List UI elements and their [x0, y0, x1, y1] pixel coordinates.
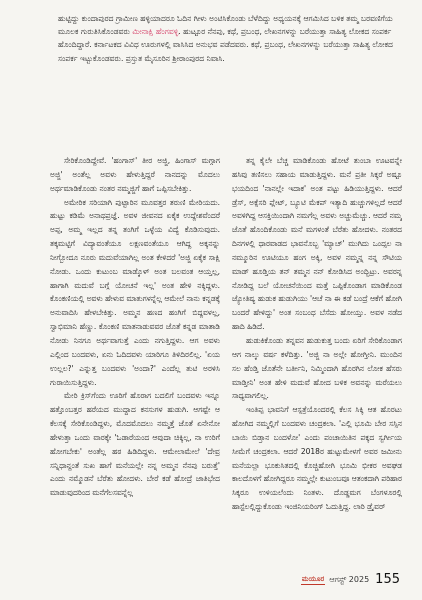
issue-date: ಆಗಸ್ಟ್ 2025	[329, 574, 370, 584]
column-right	[232, 154, 402, 566]
paragraph: ತನ್ನ ಕೈಲೇ ಬೆಚ್ಚ ಮಾಡಿಕೊಂಡು ಹೋಟೆ ತುಂಬಾ ಊಟವನ್ನೇ ಹಸಿವು ತಣಿಸಲು ಸಹಾಯ ಮಾಡುತ್ತಿದ್ದಳು. ಮನೆ ಪ್ರತೀ ಸಿಕ್ಕರೆ ಅಷ್ಟೂ ಭಯದಿಂದ 'ನಾನಲ್ಲೇ ಇದಾಕ' ಅಂತ ಪಟ್ಟು ಹಿಡಿಯುತ್ತಿದ್ದಳು. ಆದರೆ ಡ್ರೆಸ್, ಅಕ್ಸೆಸರಿ ಪ್ಲೇಟ್, ಬ್ಯೂಟಿ ಮೆಕಪ್ ಇತ್ಯಾದಿ ಹುಚ್ಚುಗಳಿಲ್ಲದೆ ಆದರೆ ಅವಳಿಗಿದ್ದ ಆಸಕ್ತಿಯಿಂದಾಗಿ ನಮಗೆಲ್ಲ ಅವಳು ಅಚ್ಚುಮೆಚ್ಚು. ಆದರೆ ನಮ್ಮ ಜೊತೆ ಹೊಂದಿಕೊಂಡು ಮನೆ ಮಗಳಂತೆ ಬೆರೆತು ಹೋದಳು. ನಂತರದ ದಿನಗಳಲ್ಲಿ ಧಾರವಾಡದ ಭಾವನೊಬ್ಬ 'ಮ್ಯಾಚ್' ಮುಗಿದು ಒಂದ್ಸಲ ನಾ ನಮ್ಮೂರಿನ ಊಟಿಯೂ ಹಂಗ ಅಕ್ಕಿ, ಅವಳ ನಮ್ಮನ್ನ ನನ್ನ ಸೌಟಿಯ ಮಾಡ್ ಹೂಡ್ತಿಯ ತನ್ ತಮ್ಮನ ನನ್ ಕೋಡಿಸಿದ ಅಂದ್ಬಿಟ್ರು. ಅವರನ್ನ ನೋಡಿದ್ದ ಬಲೆ ಯೋಚನೆಯಿಂದ ಮತ್ತೆ ಒಪ್ಪಿಕೊಂಡಾಗ ಮಾಡಿಕೊಂಡ ಜ್ಯೋತಿಷ್ಯ ಹುಡುಕ ಹುಡುಗಿಯು 'ಆಚೆ ನಾ ಈ ಕಡೆ ಬಂದ್ರೆ ಆಕೆಗೆ ಹೋಗಿ ಬಂದರೆ ಹೇಳಿದ್ದು' ಅಂತ ಸಂಬಂಧ ಬೆಸೆದು ಹೋಯ್ತು. ಅವಳ ನಡೆದ ಹಾದಿ ಹಿಡಿದೆ.	[232, 156, 402, 332]
page-number: 155	[375, 572, 400, 587]
author-name: ಮೀನಾಕ್ಷಿ ಹೆಂಗವಳ್ಳಿ	[132, 27, 179, 37]
article-body	[50, 154, 402, 566]
column-left	[50, 154, 220, 566]
magazine-logo: ಮಯೂರ	[301, 574, 325, 583]
page-footer	[301, 572, 400, 587]
author-intro	[58, 12, 398, 65]
paragraph: ಅಮೇರಿಕ ಸರಿಯಾಗಿ ಪುಟ್ಟಾರಿನ ಮೂವತ್ತರ ತರುಣಿ ಮೇರಿಯದು. ಹುಟ್ಟು ಕಡಿಮೆ ಅನಾಥಪ್ರಜ್ಞೆ. ಅವಳ ಜೀವನದ ಏಕೈಕ ಉದ್ದೇಶವೆಂದರೆ ಅಪ್ಪ, ಅಮ್ಮ ಇಲ್ಲದ ತನ್ನ ತಂಗಿಗೆ ಒಳ್ಳೆಯ ವಿದ್ಯೆ ಕೊಡಿಸುವುದು. ತಕ್ಕಮಟ್ಟಿಗೆ ವಿದ್ಯಾವಂತೆಯೂ ಲಕ್ಷಣವಂತೆಯೂ ಆಗಿದ್ದ ಅಕ್ಕನನ್ನು ನೀಗ್ಬೋದೂ ನೂರು ಮದುವೆಯಾಗಿಲ್ಲ ಅಂತ ಕೇಳಿದರೆ 'ಅಜ್ಜಿ ಏಕೈಕ ಸಾಕ್ಷಿ ನೋಡು. ಒಂದು ಕುಟುಂಬ ಮಾಡ್ಕೊಳ್ ಅಂತ ಬಲವಂತ ಆಯ್ತಲ್ಲ, ಹಾಗಾಗಿ ಮದುವೆ ಬಗ್ಗೆ ಯೋಚನೆ ಇಲ್ಲ' ಅಂತ ಹೇಳಿ ನಕ್ಕಿದ್ದಳು. ಕೊಂಕಣಿಯಲ್ಲಿ ಅವಳು ಹೇಳುವ ಮಾತುಗಳನ್ನೆಲ್ಲ ಆಮೇಲೆ ನಾನು ಕನ್ನಡಕ್ಕೆ ಅನುವಾದಿಸಿ ಹೇಳಬೇಕಿತ್ತು. ಅಮ್ಮನ ಹಣದ ಹಂಗಿಗೆ ಬಿದ್ದವಳಲ್ಲ, ಸ್ವಾಭಿಮಾನಿ ಹೆಣ್ಣು. ಕೊಂಕಣಿ ಮಾತನಾಡುವವರ ಜೊತೆ ಕನ್ನಡ ಮಾತಾಡಿ ನೋಡು ನಿನಗೂ ಅರ್ಥವಾಗುತ್ತೆ ಎಂದು ನಗುತ್ತಿದ್ದಳು. ಆಗ ಅವಳು ಎಲ್ಲಿಂದ ಬಂದವಳು, ಏನು ಓದಿದವಳು ಯಾರಿಗೂ ತಿಳಿದಿರಲಿಲ್ಲ. 'ಏಯ ಉಲ್ಲಲ?' ಎನ್ನುತ್ತ ಬಂದವಳು 'ಅಂದಾ?' ಎಂದೆಲ್ಲ ತುಟಿ ಅರಳಿಸಿ ಗುರಾಯಿಸುತ್ತಿದ್ದಳು.	[50, 197, 220, 387]
intro-text-after: . ಹುಟ್ಟೂರ ನೆನಪು, ಕಥೆ, ಪ್ರಬಂಧ, ಲೇಖನಗಳನ್ನು ಬರೆಯುತ್ತಾ ಸಾಹಿತ್ಯ ಲೋಕದ ಸಂಪರ್ಕ ಹೊಂದಿದ್ದಾರೆ. ಕರ್ನಾಟಕದ ವಿವಿಧ ಊರುಗಳಲ್ಲಿ ವಾಸಿಸಿದ ಅನುಭವ ಪಡೆದವರು. ಕಥೆ, ಪ್ರಬಂಧ, ಲೇಖನಗಳನ್ನು ಬರೆಯುತ್ತಾ ಸಾಹಿತ್ಯ ಲೋಕದ ಸಂಪರ್ಕ ಇಟ್ಟುಕೊಂಡವರು. ಪ್ರಸ್ತುತ ಮೈಸೂರಿನ ಶ್ರೀರಾಂಪುರದ ನಿವಾಸಿ.	[58, 27, 393, 63]
paragraph: ಇಂತಿಪ್ಪ ಭಾವನಿಗೆ ಆಸ್ಪತ್ರೆಯೊಂದರಲ್ಲಿ ಕೆಲಸ ಸಿಕ್ಕಿ ಆತ ಹೊರಟು ಹೋಗಿದ ನಮ್ಮಲ್ಲಿಗೆ ಬಂದವಳು ಚಂದ್ರಕಲಾ. 'ಎಲ್ಲಿ ಭೂಮಿ ಬೇರ ಸಸ್ಸಿನ ಬಾಯಿ ಬಿಡ್ತಾನ ಬಂದಳೋ' ಎಂದು ಪಂಚಾಯಿತಿನ ಪಕ್ಕದ ಸ್ವರ್ಗೀಯ ಸೀಮೆಗೆ ಚಂದ್ರಕಲಾ. ಆದರೆ 2018ರ ಹುಟ್ಟುಮೇಳಗೆ ಅವರ ಜಮೀನು ಮನೆಯಲ್ಲಾ ಭೂಕುಸಿತದಲ್ಲಿ ಕೊಚ್ಚಿಹೋಗಿ ಭೂಮಿ ಭೀಕರ ಅವಘಡ ಕಾಲದೊಳಗೆ ಹೋಗಿದ್ದರೂ ನಮ್ಮಲ್ಲೇ ಕುಟುಂಬವೂ ಆತಂಕದಾಗಿ ಪರಿಹಾರ ಸಿಕ್ಕರೂ ಉಳಿಯಲೆಂದು ನಿಂತಳು. ದೊಡ್ಡಮಗ ಬೆಂಗಳೂರಲ್ಲಿ ಹಾಸ್ಟೆಲಲ್ಲಿದ್ದುಕೊಂಡು ಇಂಜಿನಿಯರಿಂಗ್ ಓದುತ್ತಿದ್ದ. ಲಾರಿ ಡ್ರೈವರ್	[232, 405, 402, 512]
intro-text-before: ಹುಟ್ಟಿದ್ದು ಕುಂದಾಪುರದ ಗ್ರಾಮೀಣ ಹಳ್ಳಿಯಾದರೂ ಓದಿನ ಗೀಳು ಅಂಟಿಸಿಕೊಂಡು ಬೆಳೆದಿದ್ದು ಅಧ್ಯಯನಕ್ಕೆ ಆಗಮಿಸಿದ ಬಳಿಕ ತಮ್ಮ ಬರವಣಿಗೆಯ ಮೂಲಕ ಗುರುತಿಸಿಕೊಂಡವರು	[58, 14, 393, 37]
paragraph: ಮೇರಿ ಕ್ರಿಸ್‌ಗೆಂದು ಊರಿಗೆ ಹೊರಾಗ ಬದಲಿಗೆ ಬಂದವಳು ಇನ್ನೂ ಹತ್ತೊಂಬತ್ತರ ಹರೆಯದ ಮುದ್ದಾದ ಕನಸುಗಳ ಹುಡುಗಿ. ಆಗಷ್ಟೇ ಆ ಕೆಲಸಕ್ಕೆ ಸೇರಿಕೊಂಡಿದ್ದಳು, ಮೊದಮೊದಲು ನಮ್ಮತ್ತೆ ಜೊತೆ ಏನೇನೋ ಹೇಳುತ್ತಾ ಒಂದು ವಾರಕ್ಕೇ 'ಓಡಾರೆಯಂದ ಆವುದಾ ಚಿಕ್ಕಿಲ್ಲ, ನಾ ಉರಿಗೆ ಹೋಗಬೇಕು' ಅಂತೆಲ್ಲ ಹಠ ಹಿಡಿದಿದ್ದಳು. ಆಮೇಲಾಮೇಲೆ 'ದೇವ್ರ ಸನ್ನಿಧಾನ್ದಂತೆ ಸುಖ ಹಾಗೆ ಮನೆಯಲ್ಲೇ ನನ್ನ ಅಮ್ಮನ ನೆನಪು ಬರುತ್ತೆ' ಎಂದು ನಮ್ಮೊಡನೆ ಬೆರೆತು ಹೋದಳು. ಬೇರೆ ಕಡೆ ಹೋದ್ರೆ ಜಾತಿಭೇದ ಮಾಡುವುದರಿಂದ ಮನೆಗೆಲಸವನ್ನೆಲ್ಲ	[50, 391, 220, 498]
paragraph: ಸೇರಿಕೊಂಡಿದ್ದೇವೆ. 'ಹಂಗಾಸ್' ತೀರ ಅಜ್ಜಿ, ಹಿಂಗಾಸ್ ಮಗ್ಗಾಗ ಅಜ್ಜಿ' ಅಂತೆಲ್ಲ ಅವಳು ಹೇಳುತ್ತಿದ್ದರೆ ನಾನದನ್ನು ಮೊದಲು ಅರ್ಥಮಾಡಿಕೊಂಡು ನಂತರ ನಮ್ಮಜ್ಜಿಗೆ ಹಾಗೆ ಒಪ್ಪಿಸಬೇಕಿತ್ತು.	[50, 156, 220, 193]
paragraph: ಹುಡುಕಿಕೊಂಡು ತನ್ನವನ ಹುಡುಕುತ್ತ ಬಂದು ಏರಿಗೆ ಸೇರಿಕೊಂಡಾಗ ಆಗ ನಾಲ್ಕು ವರ್ಷ ಕಳೆದಿತ್ತು. 'ಅಜ್ಜಿ ನಾ ಅಲ್ಲೇ ಹೋಗ್ತೀನಿ. ಮುಂದಿನ ಸಲ ಹೆಂಡ್ತಿ ಜೊತೆನೇ ಬರ್ತೀನಿ, ನಿಮ್ಮಿಂದಾಗಿ ಹೊರಗಿನ ಲೋಕ ಹೆಸರು ಮಾಡ್ತೀನಿ' ಅಂತ ಹೇಳಿ ಮದುವೆ ಹೋದ ಬಳಿಕ ಅವನನ್ನು ಮರೆಯಲು ಸಾಧ್ಯವಾಗಲಿಲ್ಲ.	[232, 335, 402, 401]
